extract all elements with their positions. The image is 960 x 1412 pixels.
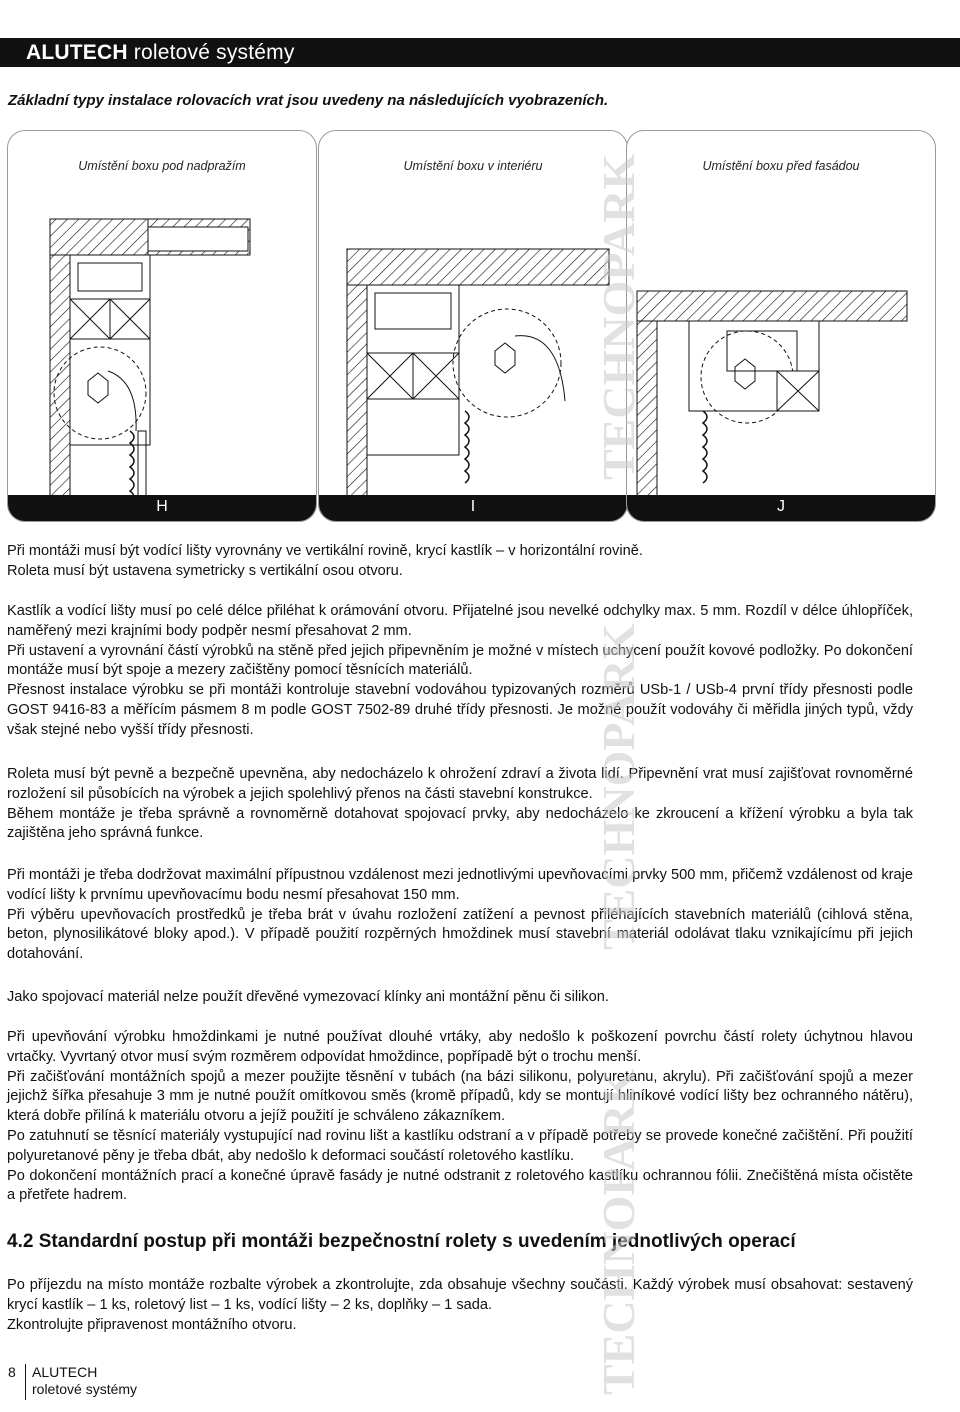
paragraph: Po příjezdu na místo montáže rozbalte výrobek a zkontrolujte, zda obsahuje všechny součásti. Každý výrobek musí obsahovat: sestavený krycí kastlík – 1 ks, roletový list – 1 ks, vodící lišty – 2 ks, doplňky – 1 sada. [7,1277,913,1313]
figure-i-letter: I [470,498,476,515]
paragraph: Při montáži musí být vodící lišty vyrovnány ve vertikální rovině, krycí kastlík – v horizontální rovině. [7,543,643,559]
section-heading: 4.2 Standardní postup při montáži bezpečnostní rolety s uvedením jednotlivých operací [7,1231,796,1252]
paragraph: Po zatuhnutí se těsnící materiály vystupující nad rovinu lišt a kastlíku odstraní a v případě potřeby se provede konečné začištění. Při použití polyuretanové pěny je třeba dbát, aby nedošlo k deformaci součástí roletového kastlíku. [7,1127,913,1164]
text-block-spacing [7,866,913,965]
text-block-section [7,1276,913,1335]
footer-divider [25,1364,26,1400]
figure-h-drawing [8,131,317,522]
paragraph: Během montáže je třeba správně a rovnoměrně dotahovat spojovací prvky, aby nedocházelo ke zkroucení a křížení výrobku a byla tak zajištěna jeho správná funkce. [7,805,913,842]
figure-panel-i [318,130,628,522]
paragraph: Při výběru upevňovacích prostředků je třeba brát v úvahu rozložení zatížení a pevnost přiléhajících stavebních materiálů (cihlová stěna, beton, plynosilikátové bloky apod.). V případě použití rozpěrných hmoždinek musí stavební materiál odolávat tlaku vznikajícímu při jejich dotahování. [7,906,913,963]
figure-j-caption: Umístění boxu před fasádou [702,159,860,173]
paragraph: Přesnost instalace výrobku se při montáži kontroluje stavební vodováhou typizovaných rozměrů USb-1 / USb-4 první třídy přesnosti podle GOST 9416-83 a měřícím pásmem 8 m podle GOST 7502-89 druhé třídy přesnosti. Je možné použít vodováhy či měřidla jiných typů, vždy však stejné nebo vyšší třídy přesnosti. [7,682,913,738]
watermark-text: TECHNOPARK [593,623,644,950]
paragraph: Roleta musí být ustavena symetricky s vertikální osou otvoru. [7,562,403,579]
text-block-sealing [7,1028,913,1206]
paragraph: Při ustavení a vyrovnání částí výrobků na stěně před jejich připevněním je možné v místech uchycení použít kovové podložky. Po dokončení montáže musí být spoje a mezery začištěny pomocí těsnících materiálů. [7,642,913,679]
text-block-tolerances [7,602,913,741]
paragraph: Kastlík a vodící lišty musí po celé délce přiléhat k orámování otvoru. Přijatelné jsou nevelké odchylky max. 5 mm. Rozdíl v délce úhlopříček, naměřený mezi krajními body podpěr nesmí přesahovat 2 mm. [7,603,913,639]
paragraph: Zkontrolujte připravenost montážního otvoru. [7,1316,297,1333]
figure-h-caption: Umístění boxu pod nadpražím [78,159,246,173]
paragraph: Při montáži je třeba dodržovat maximální přípustnou vzdálenost mezi jednotlivými upevňovacími prvky 500 mm, přičemž vzdálenost od kraje vodící lišty k prvnímu upevňovacímu bodu nesmí přesahovat 150 mm. [7,867,913,903]
intro-text: Základní typy instalace rolovacích vrat jsou uvedeny na následujících vyobrazeních. [8,92,609,109]
header-title: ALUTECH roletové systémy [26,41,295,64]
figure-j-letter: J [777,498,785,515]
page-number: 8 [8,1364,16,1380]
paragraph: Při upevňování výrobku hmoždinkami je nutné používat dlouhé vrtáky, aby nedošlo k poškození povrchu částí rolety úchytnou hlavou vrtačky. Vyvrtaný otvor musí svým rozměrem odpovídat hmoždince, popřípadě být o trochu menší. [7,1029,913,1065]
installation-figures [0,130,960,526]
paragraph: Jako spojovací materiál nelze použít dřevěné vymezovací klínky ani montážní pěnu či silikon. [7,989,609,1005]
figure-h-letter: H [156,498,168,515]
paragraph: Po dokončení montážních prací a konečné úpravě fasády je nutné odstranit z roletového kastlíku ochrannou fólii. Znečištěná místa očistěte a přetřete hadrem. [7,1167,913,1204]
figure-j-drawing [627,131,936,522]
text-block-fixing [7,765,913,844]
figure-i-drawing [319,131,628,522]
text-block-materials [7,988,913,1008]
text-block-alignment [7,542,913,582]
watermark-text: TECHNOPARK [593,153,644,480]
paragraph: Při začišťování montážních spojů a mezer použijte těsnění v tubách (na bázi silikonu, polyuretanu, akrylu). Při začišťování spojů a mezer jejichž šířka přesahuje 3 mm je nutné použít omítkovou směs (kromě případů, kdy se montují hliníkové vodící lišty bez ochranného nátěru), která dobře přilíná k materiálu otvoru a jejíž použití je schváleno zákazníkem. [7,1068,913,1125]
watermark-text: TECHNOPARK [593,1068,644,1395]
figure-panel-h [7,130,317,522]
figure-i-caption: Umístění boxu v interiéru [403,159,543,173]
footer-brand: ALUTECH roletové systémy [32,1364,138,1397]
paragraph: Roleta musí být pevně a bezpečně upevněna, aby nedocházelo k ohrožení zdraví a života lidí. Připevnění vrat musí zajišťovat rovnoměrné rozložení sil působících na výrobek a jejich spolehlivý přenos na části stavební konstrukce. [7,766,913,802]
figure-panel-j [626,130,936,522]
